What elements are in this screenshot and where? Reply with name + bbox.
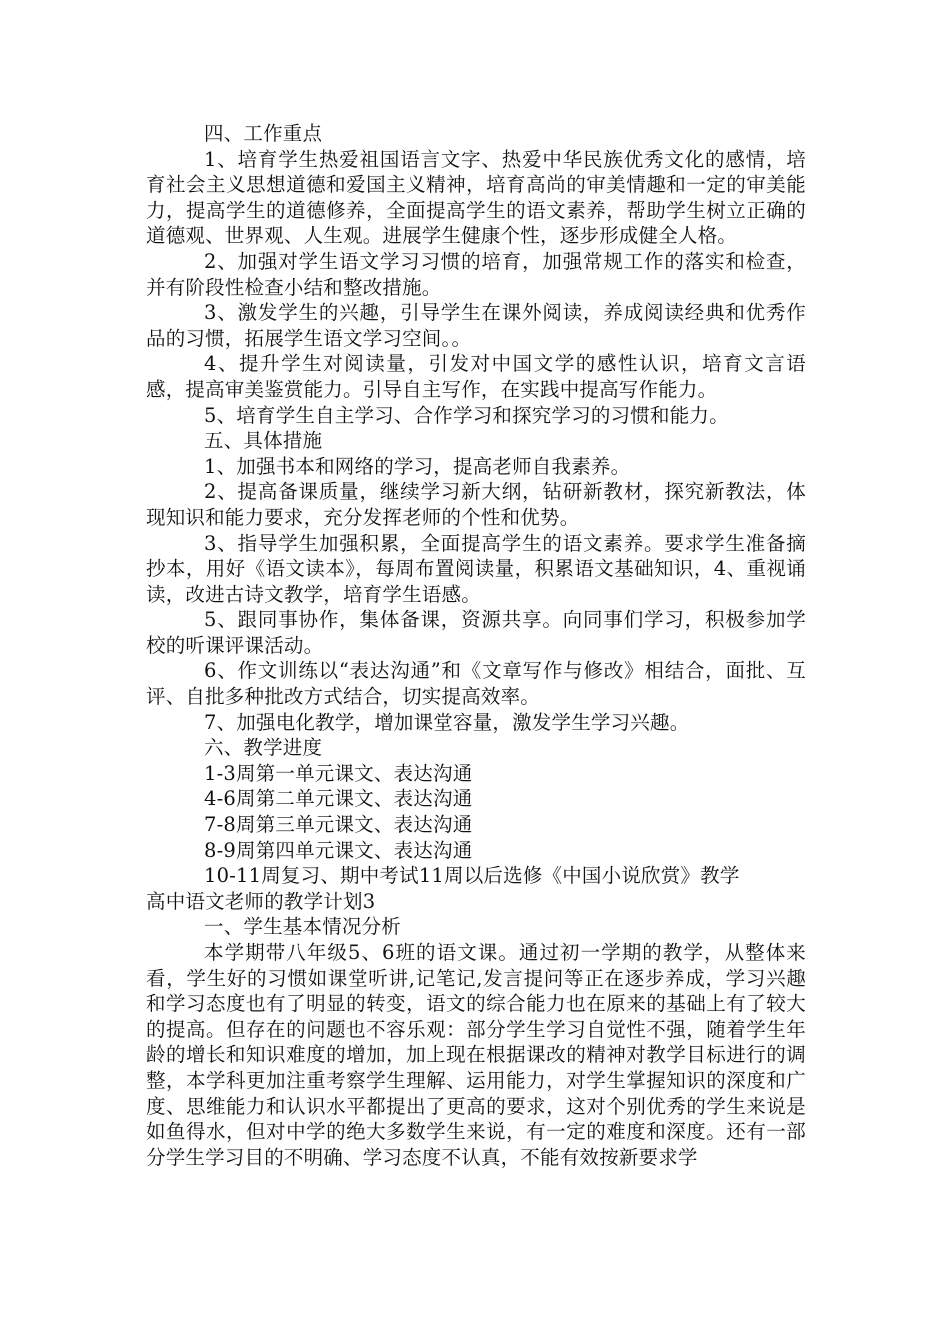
schedule-item: 10-11周复习、期中考试11周以后选修《中国小说欣赏》教学 [204, 864, 740, 888]
paragraph: 5、跟同事协作，集体备课，资源共享。向同事们学习，积极参加学校的听课评课活动。 [146, 608, 806, 657]
paragraph: 7、加强电化教学，增加课堂容量，激发学生学习兴趣。 [204, 710, 690, 734]
section-heading-student-analysis: 一、学生基本情况分析 [204, 915, 402, 939]
paragraph: 3、指导学生加强积累，全面提高学生的语文素养。要求学生准备摘抄本，用好《语文读本》，每周布置阅读量，积累语文基础知识，4、重视诵读，改进古诗文教学，培育学生语感。 [146, 531, 806, 606]
paragraph: 6、作文训练以“表达沟通”和《文章写作与修改》相结合，面批、互评、自批多种批改方式结合，切实提高效率。 [146, 659, 806, 709]
schedule-item: 4-6周第二单元课文、表达沟通 [204, 787, 473, 811]
paragraph: 3、激发学生的兴趣，引导学生在课外阅读，养成阅读经典和优秀作品的习惯，拓展学生语文学习空间。。 [146, 301, 806, 350]
section-heading-measures: 五、具体措施 [204, 429, 323, 453]
section-heading-schedule: 六、教学进度 [204, 736, 323, 760]
schedule-item: 1-3周第一单元课文、表达沟通 [204, 761, 473, 785]
schedule-item: 8-9周第四单元课文、表达沟通 [204, 838, 473, 862]
section-heading-work-focus: 四、工作重点 [204, 122, 323, 145]
document-title: 高中语文老师的教学计划3 [146, 889, 376, 913]
schedule-item: 7-8周第三单元课文、表达沟通 [204, 813, 473, 837]
paragraph: 2、提高备课质量，继续学习新大纲，钻研新教材，探究新教法，体现知识和能力要求，充分发挥老师的个性和优势。 [146, 480, 806, 529]
paragraph: 本学期带八年级5、6班的语文课。通过初一学期的教学，从整体来看，学生好的习惯如课堂听讲,记笔记,发言提问等正在逐步养成，学习兴趣和学习态度也有了明显的转变，语文的综合能力也在原来的基础上有了较大的提高。但存在的问题也不容乐观：部分学生学习自觉性不强，随着学生年龄的增长和知识难度的增加，加上现在根据课改的精神对教学目标进行的调整，本学科更加注重考察学生理解、运用能力，对学生掌握知识的深度和广度、思维能力和认识水平都提出了更高的要求，这对个别优秀的学生来说是如鱼得水，但对中学的绝大多数学生来说，有一定的难度和深度。还有一部分学生学习目的不明确、学习态度不认真，不能有效按新要求学 [146, 941, 806, 1169]
paragraph: 1、加强书本和网络的学习，提高老师自我素养。 [204, 454, 631, 478]
paragraph: 5、培育学生自主学习、合作学习和探究学习的习惯和能力。 [204, 403, 729, 427]
document-body [146, 121, 806, 1170]
paragraph: 2、加强对学生语文学习习惯的培育，加强常规工作的落实和检查，并有阶段性检查小结和整改措施。 [146, 249, 806, 299]
paragraph: 1、培育学生热爱祖国语言文字、热爱中华民族优秀文化的感情，培育社会主义思想道德和爱国主义精神，培育高尚的审美情趣和一定的审美能力，提高学生的道德修养，全面提高学生的语文素养，帮助学生树立正确的道德观、世界观、人生观。进展学生健康个性，逐步形成健全人格。 [146, 147, 806, 248]
paragraph: 4、提升学生对阅读量，引发对中国文学的感性认识，培育文言语感，提高审美鉴赏能力。引导自主写作，在实践中提高写作能力。 [146, 352, 806, 401]
